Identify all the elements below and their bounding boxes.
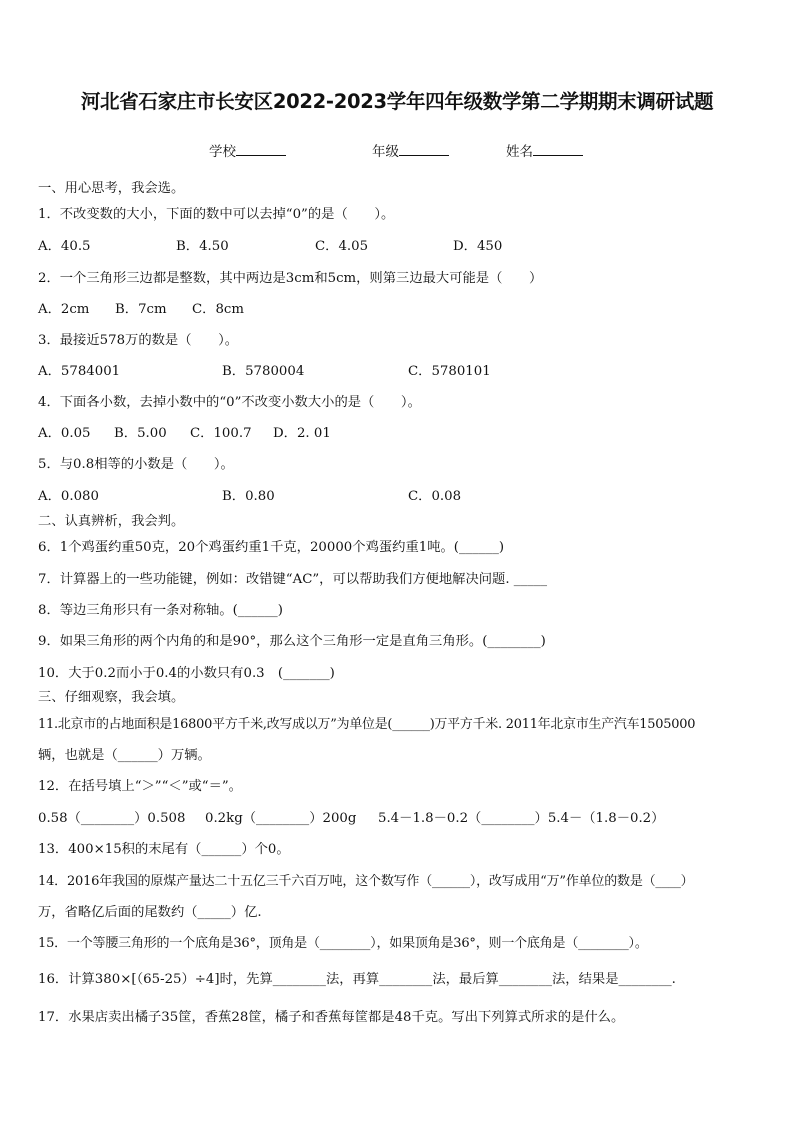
q3-option-b[interactable]: B．5780004 (222, 364, 305, 379)
q4-option-b[interactable]: B．5.00 (114, 426, 167, 441)
question-3: 3．最接近578万的数是（ ）。 (38, 333, 239, 348)
q5-option-a[interactable]: A．0.080 (38, 489, 99, 504)
name-label: 姓名 (506, 144, 533, 160)
question-1: 1．不改变数的大小，下面的数中可以去掉“0”的是（ ）。 (38, 207, 395, 222)
question-17: 17．水果店卖出橘子35筐，香蕉28筐，橘子和香蕉每筐都是48千克。写出下列算式所求的是什么。 (38, 1010, 625, 1025)
q4-option-c[interactable]: C．100.7 (190, 426, 252, 441)
q3-option-a[interactable]: A．5784001 (38, 364, 121, 379)
question-14-line-1: 14．2016年我国的原煤产量达二十五亿三千六百万吨，这个数写作（______），改写成用“万”作单位的数是（____） (38, 874, 694, 889)
section-heading-2: 二、认真辨析，我会判。 (38, 514, 185, 529)
question-13: 13．400×15积的末尾有（______）个0。 (38, 842, 290, 857)
name-field[interactable] (506, 140, 583, 160)
school-blank[interactable] (236, 143, 286, 156)
question-6: 6．1个鸡蛋约重50克，20个鸡蛋约重1千克，20000个鸡蛋约重1吨。(______) (38, 540, 505, 555)
q2-option-c[interactable]: C．8cm (192, 302, 244, 317)
school-field[interactable] (209, 140, 286, 160)
page-title: 河北省石家庄市长安区2022-2023学年四年级数学第二学期期末调研试题 (80, 90, 714, 113)
question-16: 16．计算380×[（65-25）÷4]时，先算________法，再算________法，最后算________法，结果是________. (38, 972, 676, 987)
q12-part-2: 0.2kg（________）200g (205, 811, 357, 826)
question-8: 8．等边三角形只有一条对称轴。(______) (38, 603, 283, 618)
question-2: 2．一个三角形三边都是整数，其中两边是3cm和5cm，则第三边最大可能是（ ） (38, 271, 543, 286)
school-label: 学校 (209, 144, 236, 160)
q2-option-b[interactable]: B．7cm (115, 302, 167, 317)
question-9: 9．如果三角形的两个内角的和是90°，那么这个三角形一定是直角三角形。(________) (38, 634, 546, 649)
grade-field[interactable] (372, 140, 449, 160)
question-5: 5．与0.8相等的小数是（ ）。 (38, 457, 234, 472)
q3-option-c[interactable]: C．5780101 (408, 364, 491, 379)
question-12: 12．在括号填上“＞”“＜”或“＝”。 (38, 779, 242, 794)
question-7: 7．计算器上的一些功能键，例如：改错键“AC”，可以帮助我们方便地解决问题. _____ (38, 572, 548, 587)
q12-part-3: 5.4－1.8－0.2（________）5.4－（1.8－0.2） (378, 811, 665, 826)
q5-option-c[interactable]: C．0.08 (408, 489, 462, 504)
question-11-line-1: 11.北京市的占地面积是16800平方千米,改写成以万”为单位是(______)万平方千米. 2011年北京市生产汽车1505000 (38, 717, 696, 732)
q4-option-d[interactable]: D．2. 01 (273, 426, 331, 441)
question-10: 10．大于0.2而小于0.4的小数只有0.3 (_______) (38, 666, 335, 681)
q1-option-d[interactable]: D．450 (453, 239, 503, 254)
q12-part-1: 0.58（________）0.508 (38, 811, 186, 826)
q1-option-a[interactable]: A．40.5 (38, 239, 91, 254)
q1-option-b[interactable]: B．4.50 (176, 239, 229, 254)
question-11-line-2: 辆，也就是（______）万辆。 (38, 748, 211, 763)
grade-label: 年级 (372, 144, 399, 160)
section-heading-1: 一、用心思考，我会选。 (38, 181, 185, 196)
question-4: 4．下面各小数，去掉小数中的“0”不改变小数大小的是（ ）。 (38, 395, 421, 410)
q5-option-b[interactable]: B．0.80 (222, 489, 275, 504)
q4-option-a[interactable]: A．0.05 (38, 426, 91, 441)
name-blank[interactable] (533, 143, 583, 156)
q1-option-c[interactable]: C．4.05 (315, 239, 369, 254)
question-14-line-2: 万，省略亿后面的尾数约（_____）亿. (38, 905, 262, 920)
grade-blank[interactable] (399, 143, 449, 156)
q2-option-a[interactable]: A．2cm (38, 302, 90, 317)
section-heading-3: 三、仔细观察，我会填。 (38, 690, 185, 705)
question-15: 15．一个等腰三角形的一个底角是36°，顶角是（________），如果顶角是36°，则一个底角是（________）。 (38, 936, 648, 951)
